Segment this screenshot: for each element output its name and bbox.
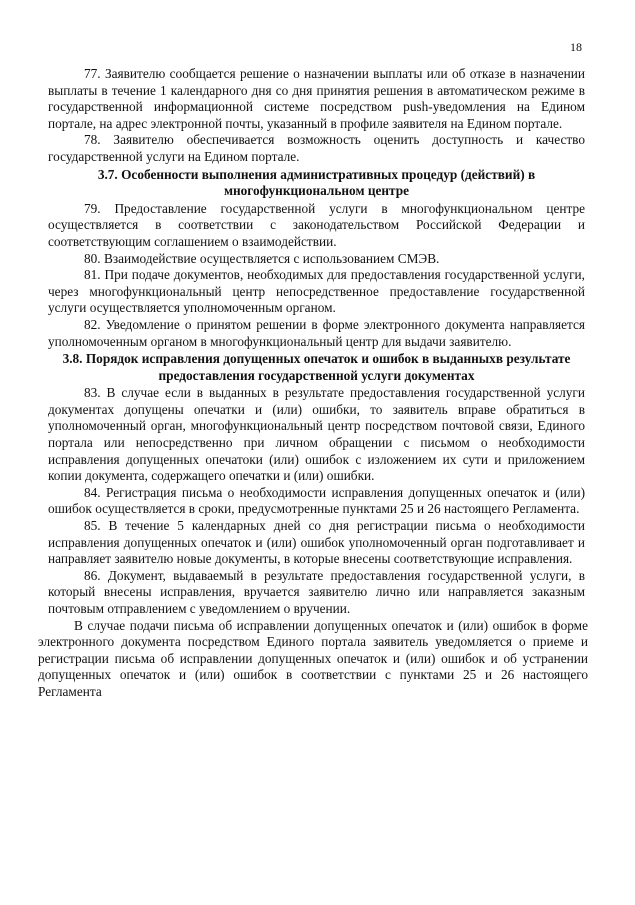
paragraph-77: 77. Заявителю сообщается решение о назначении выплаты или об отказе в назначении выплаты в течение 1 календарного дня со дня принятия решения в автоматическом режиме в государственной информационной системе посредством push-уведомления на Едином портале, на адрес электронной почты, указанный в профиле заявителя на Едином портале. bbox=[48, 66, 585, 131]
section-heading-3-7: 3.7. Особенности выполнения административных процедур (действий) в многофункциональном центре bbox=[97, 166, 536, 199]
paragraph-84: 84. Регистрация письма о необходимости исправления допущенных опечаток и (или) ошибок осуществляется в сроки, предусмотренные пунктами 25 и 26 настоящего Регламента. bbox=[48, 484, 585, 517]
paragraph-80: 80. Взаимодействие осуществляется с использованием СМЭВ. bbox=[84, 250, 440, 266]
paragraph-78: 78. Заявителю обеспечивается возможность оценить доступность и качество государственной услуги на Едином портале. bbox=[48, 132, 585, 164]
page-number: 18 bbox=[570, 40, 582, 54]
paragraph-83: 83. В случае если в выданных в результате предоставления государственной услуги документах допущены опечатки и (или) ошибки, то заявитель вправе обратиться в уполномоченный орган, многофункциональный центр посредством почтовой связи, Единого портала или непосредственно при личном обращении с письмом о необходимости исправления допущенных опечатоки (или) ошибок с изложением их сути и приложением копии документа, содержащего опечатки и (или) ошибки. bbox=[48, 385, 585, 484]
paragraph-79: 79. Предоставление государственной услуги в многофункциональном центре осуществляется в соответствии с законодательством Российской Федерации и соответствующим соглашением о взаимодействии. bbox=[48, 200, 585, 249]
paragraph-87: В случае подачи письма об исправлении допущенных опечаток и (или) ошибок в форме электронного документа посредством Единого портала заявитель уведомляется о приеме и регистрации письма об исправлении допущенных опечаток и (или) ошибок и об устранении допущенных опечаток и (или) ошибок в соответствии с пунктами 25 и 26 настоящего Регламента bbox=[38, 617, 588, 699]
paragraph-86: 86. Документ, выдаваемый в результате предоставления государственной услуги, в который внесены исправления, вручается заявителю лично или направляется заказным почтовым отправлением с уведомлением о вручении. bbox=[48, 567, 585, 616]
paragraph-85: 85. В течение 5 календарных дней со дня регистрации письма о необходимости исправления допущенных опечаток и (или) ошибок уполномоченный орган подготавливает и направляет заявителю новые документы, в которые внесены соответствующие исправления. bbox=[48, 518, 585, 567]
paragraph-81: 81. При подаче документов, необходимых для предоставления государственной услуги, через многофункциональный центр непосредственное предоставление государственной услуги осуществляется уполномоченным органом. bbox=[48, 267, 585, 316]
section-heading-3-8: 3.8. Порядок исправления допущенных опечаток и ошибок в выданныхв результате предоставления государственной услуги документах bbox=[62, 351, 571, 383]
document-body bbox=[38, 66, 588, 701]
paragraph-82: 82. Уведомление о принятом решении в форме электронного документа направляется уполномоченным органом в многофункциональный центр для выдачи заявителю. bbox=[48, 316, 585, 349]
